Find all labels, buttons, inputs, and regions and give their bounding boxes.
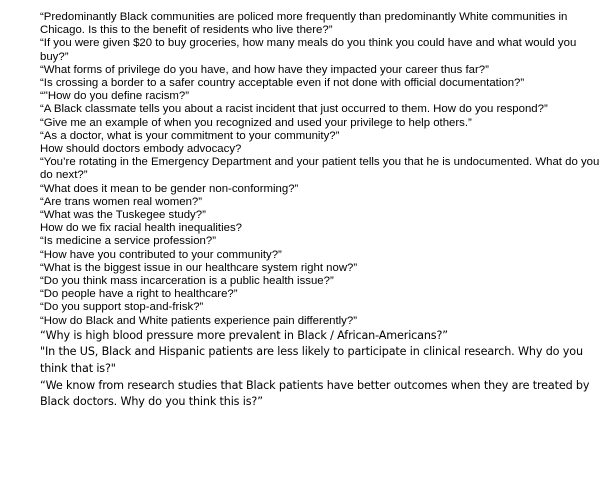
question-23: "In the US, Black and Hispanic patients are less likely to participate in clinical research. Why do you think that is?" <box>40 345 587 376</box>
question-21: “How do Black and White patients experience pain differently?” <box>40 314 358 327</box>
question-2: “If you were given $20 to buy groceries, how many meals do you think you could have and what would you buy?” <box>40 37 580 63</box>
question-13: “What was the Tuskegee study?” <box>40 209 206 222</box>
question-18: “Do you think mass incarceration is a public health issue?” <box>40 275 334 288</box>
question-15: “Is medicine a service profession?” <box>40 235 216 248</box>
question-9: How should doctors embody advocacy? <box>40 143 242 156</box>
question-6: “A Black classmate tells you about a racist incident that just occurred to them. How do you respond?” <box>40 103 548 116</box>
question-16: “How have you contributed to your community?” <box>40 248 282 261</box>
question-8: “As a doctor, what is your commitment to your community?” <box>40 129 340 142</box>
question-11: “What does it mean to be gender non-conforming?” <box>40 182 299 195</box>
question-10: “You’re rotating in the Emergency Department and your patient tells you that he is undocumented. What do you do next?” <box>40 156 603 182</box>
question-12: “Are trans women real women?” <box>40 195 203 208</box>
question-3: “What forms of privilege do you have, and how have they impacted your career thus far?” <box>40 63 489 76</box>
question-1: “Predominantly Black communities are policed more frequently than predominantly White communities in Chicago. Is this to the benefit of residents who live there?” <box>40 11 571 37</box>
question-5: “"How do you define racism?” <box>40 90 190 103</box>
question-14: How do we fix racial health inequalities? <box>40 222 242 235</box>
question-7: “Give me an example of when you recognized and used your privilege to help others.” <box>40 116 472 129</box>
question-20: “Do you support stop-and-frisk?” <box>40 301 204 314</box>
question-24: “We know from research studies that Black patients have better outcomes when they are treated by Black doctors. Why do you think this is?” <box>40 378 593 409</box>
question-4: “Is crossing a border to a safer country acceptable even if not done with official documentation?” <box>40 77 525 90</box>
question-22: “Why is high blood pressure more prevalent in Black / African-Americans?” <box>40 328 448 342</box>
question-19: “Do people have a right to healthcare?” <box>40 288 238 301</box>
question-17: “What is the biggest issue in our healthcare system right now?” <box>40 261 358 274</box>
question-list <box>40 11 606 411</box>
